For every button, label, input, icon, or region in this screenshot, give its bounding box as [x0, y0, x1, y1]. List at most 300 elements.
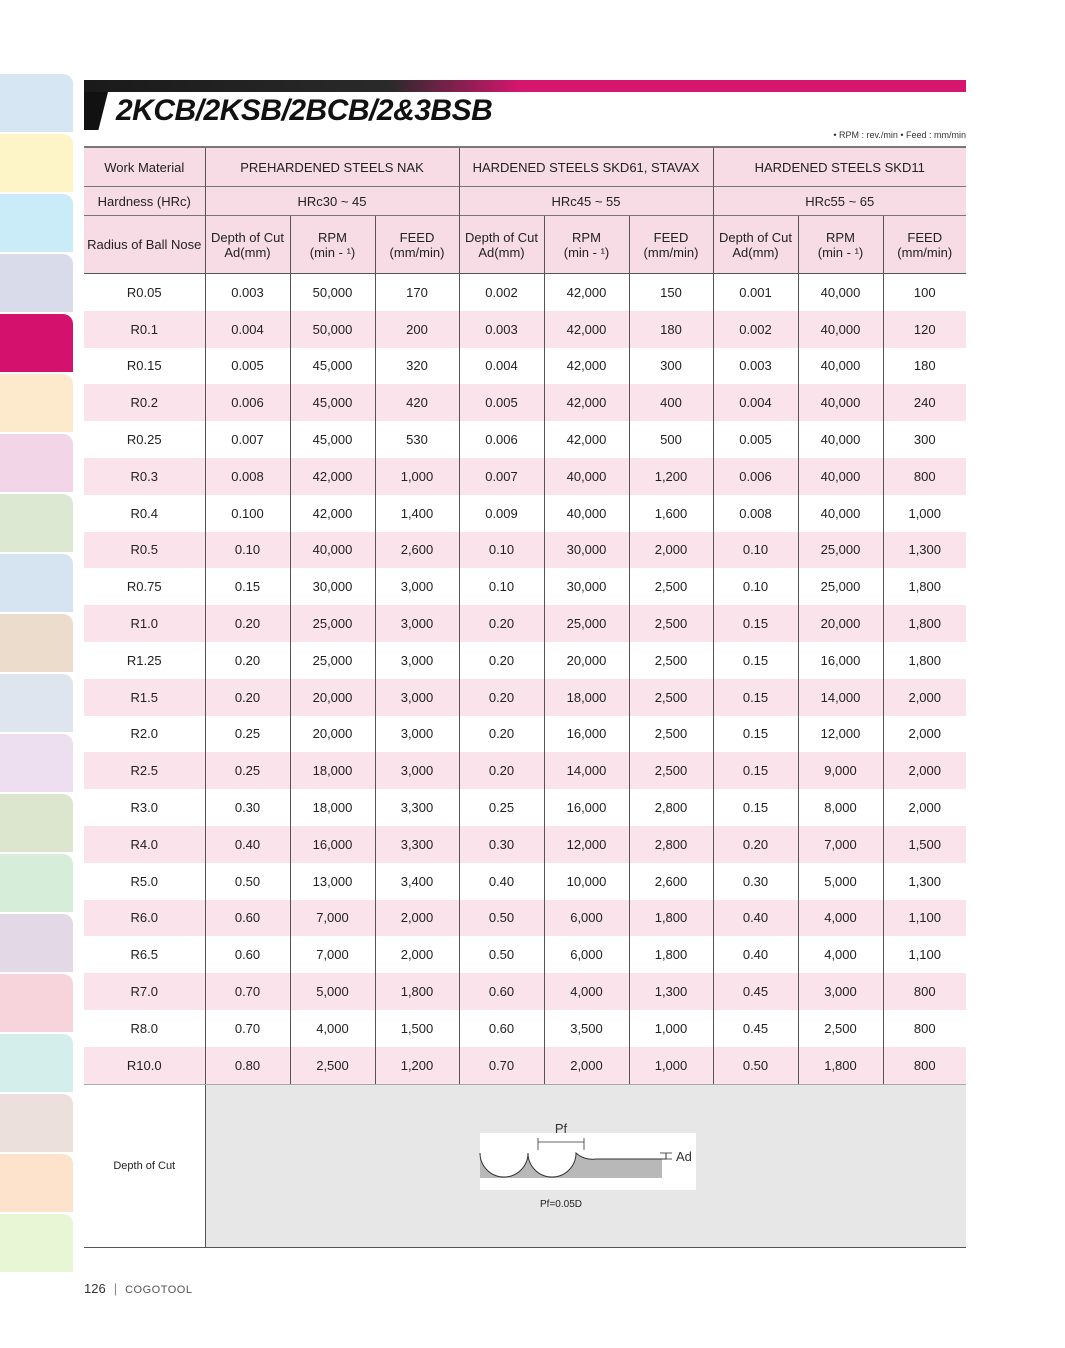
- value-cell: 0.007: [459, 458, 544, 495]
- depth-of-cut-header-line2: Ad(mm): [732, 244, 779, 260]
- side-tab-7[interactable]: [0, 434, 73, 492]
- value-cell: 1,600: [629, 495, 713, 532]
- value-cell: 300: [629, 348, 713, 385]
- value-cell: 2,500: [629, 568, 713, 605]
- material-group-2: HARDENED STEELS SKD61, STAVAX: [459, 147, 713, 187]
- value-cell: 3,500: [544, 1010, 629, 1047]
- value-cell: 800: [883, 1047, 966, 1084]
- value-cell: 2,500: [629, 605, 713, 642]
- side-tab-5[interactable]: [0, 314, 73, 372]
- value-cell: 42,000: [290, 458, 375, 495]
- value-cell: 50,000: [290, 311, 375, 348]
- value-cell: 5,000: [290, 973, 375, 1010]
- value-cell: 0.70: [205, 1010, 290, 1047]
- radius-cell: R0.2: [130, 395, 158, 411]
- rpm-header: [798, 216, 883, 274]
- value-cell: 42,000: [290, 495, 375, 532]
- value-cell: 1,800: [883, 568, 966, 605]
- footer-separator: |: [113, 1281, 118, 1296]
- value-cell: 5,000: [798, 863, 883, 900]
- feed-header: [883, 216, 966, 274]
- table-row: [84, 605, 966, 642]
- value-cell: 2,000: [375, 900, 459, 937]
- value-cell: 0.005: [713, 421, 798, 458]
- value-cell: 40,000: [798, 495, 883, 532]
- value-cell: 42,000: [544, 384, 629, 421]
- radius-cell: R0.3: [130, 468, 158, 484]
- depth-of-cut-header-line1: Depth of Cut: [719, 229, 792, 245]
- side-tab-16[interactable]: [0, 974, 73, 1032]
- side-tab-10[interactable]: [0, 614, 73, 672]
- side-tab-1[interactable]: [0, 74, 73, 132]
- value-cell: 25,000: [798, 532, 883, 569]
- radius-label: Radius of Ball Nose: [84, 216, 205, 274]
- value-cell: 0.10: [459, 568, 544, 605]
- value-cell: 170: [375, 274, 459, 311]
- value-cell: 0.006: [713, 458, 798, 495]
- value-cell: 180: [629, 311, 713, 348]
- value-cell: 1,300: [629, 973, 713, 1010]
- value-cell: 42,000: [544, 274, 629, 311]
- value-cell: 2,000: [375, 936, 459, 973]
- value-cell: 0.40: [459, 863, 544, 900]
- table-row: [84, 900, 966, 937]
- value-cell: 1,500: [375, 1010, 459, 1047]
- value-cell: 200: [375, 311, 459, 348]
- depth-of-cut-header-line1: Depth of Cut: [211, 229, 284, 245]
- value-cell: 300: [883, 421, 966, 458]
- value-cell: 3,300: [375, 826, 459, 863]
- value-cell: 0.004: [205, 311, 290, 348]
- value-cell: 6,000: [544, 936, 629, 973]
- value-cell: 20,000: [290, 716, 375, 753]
- table-row: [84, 679, 966, 716]
- value-cell: 1,000: [375, 458, 459, 495]
- rpm-header-line2: (min - ¹): [817, 244, 864, 260]
- value-cell: 2,500: [629, 679, 713, 716]
- value-cell: 0.100: [205, 495, 290, 532]
- feed-header-line2: (mm/min): [389, 244, 445, 260]
- hardness-label: Hardness (HRc): [84, 187, 205, 216]
- table-row: [84, 642, 966, 679]
- value-cell: 16,000: [544, 716, 629, 753]
- table-row: [84, 458, 966, 495]
- side-tab-15[interactable]: [0, 914, 73, 972]
- pf-caption: Pf=0.05D: [539, 1198, 582, 1210]
- ad-label: Ad: [675, 1148, 692, 1164]
- radius-cell: R8.0: [130, 1020, 158, 1036]
- value-cell: 12,000: [544, 826, 629, 863]
- value-cell: 0.006: [459, 421, 544, 458]
- radius-cell: R0.75: [126, 579, 162, 595]
- value-cell: 0.60: [459, 973, 544, 1010]
- depth-of-cut-diagram-row: [84, 1084, 966, 1247]
- value-cell: 3,000: [375, 716, 459, 753]
- radius-cell: R1.25: [126, 652, 162, 668]
- value-cell: 2,600: [629, 863, 713, 900]
- table-row: [84, 789, 966, 826]
- value-cell: 2,000: [883, 679, 966, 716]
- value-cell: 400: [629, 384, 713, 421]
- radius-cell: R0.25: [126, 432, 162, 448]
- depth-of-cut-diagram: [466, 1121, 706, 1211]
- feed-header-line1: FEED: [653, 229, 689, 245]
- depth-of-cut-label: Depth of Cut: [84, 1084, 205, 1247]
- value-cell: 40,000: [798, 348, 883, 385]
- side-tab-19[interactable]: [0, 1154, 73, 1212]
- table-row: [84, 863, 966, 900]
- table-row: [84, 495, 966, 532]
- value-cell: 180: [883, 348, 966, 385]
- value-cell: 0.40: [205, 826, 290, 863]
- value-cell: 0.25: [459, 789, 544, 826]
- value-cell: 1,100: [883, 936, 966, 973]
- value-cell: 1,800: [629, 900, 713, 937]
- value-cell: 0.80: [205, 1047, 290, 1084]
- parameter-header-row: [84, 216, 966, 274]
- table-row: [84, 826, 966, 863]
- value-cell: 2,000: [629, 532, 713, 569]
- side-tab-12[interactable]: [0, 734, 73, 792]
- depth-of-cut-header-line1: Depth of Cut: [465, 229, 538, 245]
- value-cell: 10,000: [544, 863, 629, 900]
- value-cell: 42,000: [544, 348, 629, 385]
- value-cell: 2,500: [290, 1047, 375, 1084]
- radius-cell: R5.0: [130, 873, 158, 889]
- side-tab-2[interactable]: [0, 134, 73, 192]
- radius-cell: R6.0: [130, 910, 158, 926]
- value-cell: 3,000: [375, 679, 459, 716]
- side-tab-8[interactable]: [0, 494, 73, 552]
- value-cell: 2,000: [544, 1047, 629, 1084]
- hardness-header-row: [84, 187, 966, 216]
- value-cell: 30,000: [544, 568, 629, 605]
- pf-label: Pf: [554, 1120, 567, 1136]
- table-body: [84, 274, 966, 1248]
- value-cell: 0.30: [205, 789, 290, 826]
- value-cell: 25,000: [544, 605, 629, 642]
- value-cell: 3,300: [375, 789, 459, 826]
- value-cell: 2,000: [883, 752, 966, 789]
- footer-brand: COGOTOOL: [125, 1284, 193, 1296]
- hardness-group-3: HRc55 ~ 65: [713, 187, 966, 216]
- value-cell: 20,000: [290, 679, 375, 716]
- value-cell: 0.005: [459, 384, 544, 421]
- side-tab-3[interactable]: [0, 194, 73, 252]
- table-row: [84, 274, 966, 311]
- value-cell: 0.006: [205, 384, 290, 421]
- value-cell: 0.15: [713, 605, 798, 642]
- depth-of-cut-diagram-cell: [205, 1084, 966, 1247]
- value-cell: 0.50: [205, 863, 290, 900]
- unit-note: • RPM : rev./min • Feed : mm/min: [833, 130, 966, 140]
- value-cell: 1,500: [883, 826, 966, 863]
- value-cell: 420: [375, 384, 459, 421]
- value-cell: 0.15: [713, 752, 798, 789]
- work-material-label: Work Material: [84, 147, 205, 187]
- value-cell: 25,000: [290, 605, 375, 642]
- value-cell: 0.10: [713, 568, 798, 605]
- value-cell: 0.40: [713, 936, 798, 973]
- value-cell: 16,000: [798, 642, 883, 679]
- value-cell: 1,200: [629, 458, 713, 495]
- feed-header: [629, 216, 713, 274]
- rpm-header-line2: (min - ¹): [563, 244, 610, 260]
- side-tab-11[interactable]: [0, 674, 73, 732]
- value-cell: 0.15: [205, 568, 290, 605]
- value-cell: 0.20: [459, 752, 544, 789]
- value-cell: 0.20: [459, 605, 544, 642]
- depth-of-cut-header-line2: Ad(mm): [478, 244, 525, 260]
- value-cell: 0.005: [205, 348, 290, 385]
- value-cell: 6,000: [544, 900, 629, 937]
- value-cell: 40,000: [798, 421, 883, 458]
- title-bar-accent: [84, 80, 520, 92]
- value-cell: 18,000: [290, 752, 375, 789]
- table-row: [84, 384, 966, 421]
- value-cell: 30,000: [290, 568, 375, 605]
- value-cell: 1,000: [629, 1010, 713, 1047]
- value-cell: 12,000: [798, 716, 883, 753]
- value-cell: 3,400: [375, 863, 459, 900]
- value-cell: 0.60: [205, 900, 290, 937]
- table-row: [84, 936, 966, 973]
- table-row: [84, 421, 966, 458]
- radius-cell: R0.15: [126, 358, 162, 374]
- value-cell: 0.003: [713, 348, 798, 385]
- rpm-header-line1: RPM: [318, 229, 347, 245]
- value-cell: 240: [883, 384, 966, 421]
- table-row: [84, 532, 966, 569]
- value-cell: 0.50: [713, 1047, 798, 1084]
- value-cell: 3,000: [375, 568, 459, 605]
- value-cell: 0.003: [205, 274, 290, 311]
- radius-cell: R0.4: [130, 505, 158, 521]
- value-cell: 0.008: [205, 458, 290, 495]
- side-tabs: [0, 74, 74, 1274]
- value-cell: 25,000: [798, 568, 883, 605]
- value-cell: 3,000: [798, 973, 883, 1010]
- value-cell: 0.10: [205, 532, 290, 569]
- value-cell: 1,300: [883, 863, 966, 900]
- feed-header-line2: (mm/min): [897, 244, 953, 260]
- hardness-group-1: HRc30 ~ 45: [205, 187, 459, 216]
- value-cell: 0.20: [459, 716, 544, 753]
- material-header-row: [84, 147, 966, 187]
- radius-cell: R3.0: [130, 800, 158, 816]
- value-cell: 1,800: [629, 936, 713, 973]
- radius-cell: R4.0: [130, 836, 158, 852]
- value-cell: 7,000: [798, 826, 883, 863]
- value-cell: 45,000: [290, 348, 375, 385]
- value-cell: 0.25: [205, 752, 290, 789]
- value-cell: 40,000: [798, 384, 883, 421]
- value-cell: 0.30: [713, 863, 798, 900]
- value-cell: 4,000: [290, 1010, 375, 1047]
- side-tab-20[interactable]: [0, 1214, 73, 1272]
- value-cell: 30,000: [544, 532, 629, 569]
- side-tab-9[interactable]: [0, 554, 73, 612]
- radius-cell: R2.5: [130, 763, 158, 779]
- side-tab-4[interactable]: [0, 254, 73, 312]
- table-row: [84, 348, 966, 385]
- value-cell: 45,000: [290, 384, 375, 421]
- table-row: [84, 1010, 966, 1047]
- cutting-conditions-table: [84, 146, 966, 1248]
- value-cell: 0.002: [713, 311, 798, 348]
- value-cell: 800: [883, 1010, 966, 1047]
- table-row: [84, 973, 966, 1010]
- value-cell: 530: [375, 421, 459, 458]
- value-cell: 2,000: [883, 716, 966, 753]
- value-cell: 100: [883, 274, 966, 311]
- value-cell: 0.15: [713, 642, 798, 679]
- feed-header: [375, 216, 459, 274]
- value-cell: 800: [883, 458, 966, 495]
- value-cell: 0.20: [205, 642, 290, 679]
- value-cell: 0.20: [205, 605, 290, 642]
- radius-cell: R1.5: [130, 689, 158, 705]
- value-cell: 7,000: [290, 900, 375, 937]
- side-tab-6[interactable]: [0, 374, 73, 432]
- value-cell: 18,000: [544, 679, 629, 716]
- radius-cell: R0.1: [130, 321, 158, 337]
- depth-of-cut-header: [459, 216, 544, 274]
- table-row: [84, 568, 966, 605]
- value-cell: 40,000: [544, 495, 629, 532]
- rpm-header: [290, 216, 375, 274]
- value-cell: 9,000: [798, 752, 883, 789]
- value-cell: 50,000: [290, 274, 375, 311]
- value-cell: 14,000: [798, 679, 883, 716]
- value-cell: 40,000: [290, 532, 375, 569]
- value-cell: 2,500: [798, 1010, 883, 1047]
- value-cell: 20,000: [798, 605, 883, 642]
- value-cell: 16,000: [290, 826, 375, 863]
- value-cell: 2,000: [883, 789, 966, 826]
- value-cell: 25,000: [290, 642, 375, 679]
- page-footer: [84, 1281, 192, 1296]
- radius-cell: R0.5: [130, 542, 158, 558]
- value-cell: 1,200: [375, 1047, 459, 1084]
- value-cell: 40,000: [798, 311, 883, 348]
- value-cell: 0.30: [459, 826, 544, 863]
- value-cell: 0.20: [459, 642, 544, 679]
- radius-cell: R2.0: [130, 726, 158, 742]
- value-cell: 2,500: [629, 642, 713, 679]
- value-cell: 13,000: [290, 863, 375, 900]
- value-cell: 2,500: [629, 752, 713, 789]
- value-cell: 3,000: [375, 752, 459, 789]
- value-cell: 14,000: [544, 752, 629, 789]
- radius-cell: R6.5: [130, 947, 158, 963]
- feed-header-line1: FEED: [399, 229, 435, 245]
- value-cell: 1,100: [883, 900, 966, 937]
- depth-of-cut-header: [713, 216, 798, 274]
- value-cell: 20,000: [544, 642, 629, 679]
- value-cell: 1,800: [375, 973, 459, 1010]
- value-cell: 0.003: [459, 311, 544, 348]
- side-tab-18[interactable]: [0, 1094, 73, 1152]
- value-cell: 40,000: [544, 458, 629, 495]
- value-cell: 0.20: [205, 679, 290, 716]
- value-cell: 4,000: [544, 973, 629, 1010]
- value-cell: 800: [883, 973, 966, 1010]
- value-cell: 0.25: [205, 716, 290, 753]
- title-wedge: [84, 92, 108, 130]
- value-cell: 7,000: [290, 936, 375, 973]
- radius-cell: R1.0: [130, 616, 158, 632]
- side-tab-13[interactable]: [0, 794, 73, 852]
- value-cell: 42,000: [544, 421, 629, 458]
- value-cell: 1,800: [798, 1047, 883, 1084]
- page-title: 2KCB/2KSB/2BCB/2&3BSB: [116, 94, 493, 127]
- value-cell: 0.20: [713, 826, 798, 863]
- feed-header-line2: (mm/min): [643, 244, 699, 260]
- value-cell: 150: [629, 274, 713, 311]
- value-cell: 0.001: [713, 274, 798, 311]
- value-cell: 1,000: [883, 495, 966, 532]
- side-tab-14[interactable]: [0, 854, 73, 912]
- rpm-header: [544, 216, 629, 274]
- value-cell: 2,800: [629, 789, 713, 826]
- value-cell: 0.15: [713, 716, 798, 753]
- value-cell: 0.45: [713, 1010, 798, 1047]
- value-cell: 0.008: [713, 495, 798, 532]
- value-cell: 0.20: [459, 679, 544, 716]
- value-cell: 0.15: [713, 679, 798, 716]
- value-cell: 42,000: [544, 311, 629, 348]
- value-cell: 16,000: [544, 789, 629, 826]
- value-cell: 1,000: [629, 1047, 713, 1084]
- value-cell: 8,000: [798, 789, 883, 826]
- value-cell: 3,000: [375, 642, 459, 679]
- radius-cell: R10.0: [84, 1047, 205, 1084]
- value-cell: 4,000: [798, 936, 883, 973]
- value-cell: 4,000: [798, 900, 883, 937]
- value-cell: 0.15: [713, 789, 798, 826]
- depth-of-cut-header: [205, 216, 290, 274]
- value-cell: 2,500: [629, 716, 713, 753]
- value-cell: 0.002: [459, 274, 544, 311]
- value-cell: 1,300: [883, 532, 966, 569]
- value-cell: 0.40: [713, 900, 798, 937]
- material-group-3: HARDENED STEELS SKD11: [713, 147, 966, 187]
- material-group-1: PREHARDENED STEELS NAK: [205, 147, 459, 187]
- value-cell: 0.50: [459, 900, 544, 937]
- value-cell: 500: [629, 421, 713, 458]
- feed-header-line1: FEED: [907, 229, 943, 245]
- value-cell: 0.10: [713, 532, 798, 569]
- value-cell: 0.50: [459, 936, 544, 973]
- value-cell: 0.009: [459, 495, 544, 532]
- rpm-header-line2: (min - ¹): [309, 244, 356, 260]
- value-cell: 320: [375, 348, 459, 385]
- value-cell: 0.60: [459, 1010, 544, 1047]
- value-cell: 0.004: [713, 384, 798, 421]
- value-cell: 2,600: [375, 532, 459, 569]
- value-cell: 1,800: [883, 642, 966, 679]
- depth-of-cut-header-line2: Ad(mm): [224, 244, 271, 260]
- side-tab-17[interactable]: [0, 1034, 73, 1092]
- rpm-header-line1: RPM: [572, 229, 601, 245]
- table-row: [84, 311, 966, 348]
- value-cell: 18,000: [290, 789, 375, 826]
- value-cell: 0.10: [459, 532, 544, 569]
- table-row: [84, 752, 966, 789]
- rpm-header-line1: RPM: [826, 229, 855, 245]
- hardness-group-2: HRc45 ~ 55: [459, 187, 713, 216]
